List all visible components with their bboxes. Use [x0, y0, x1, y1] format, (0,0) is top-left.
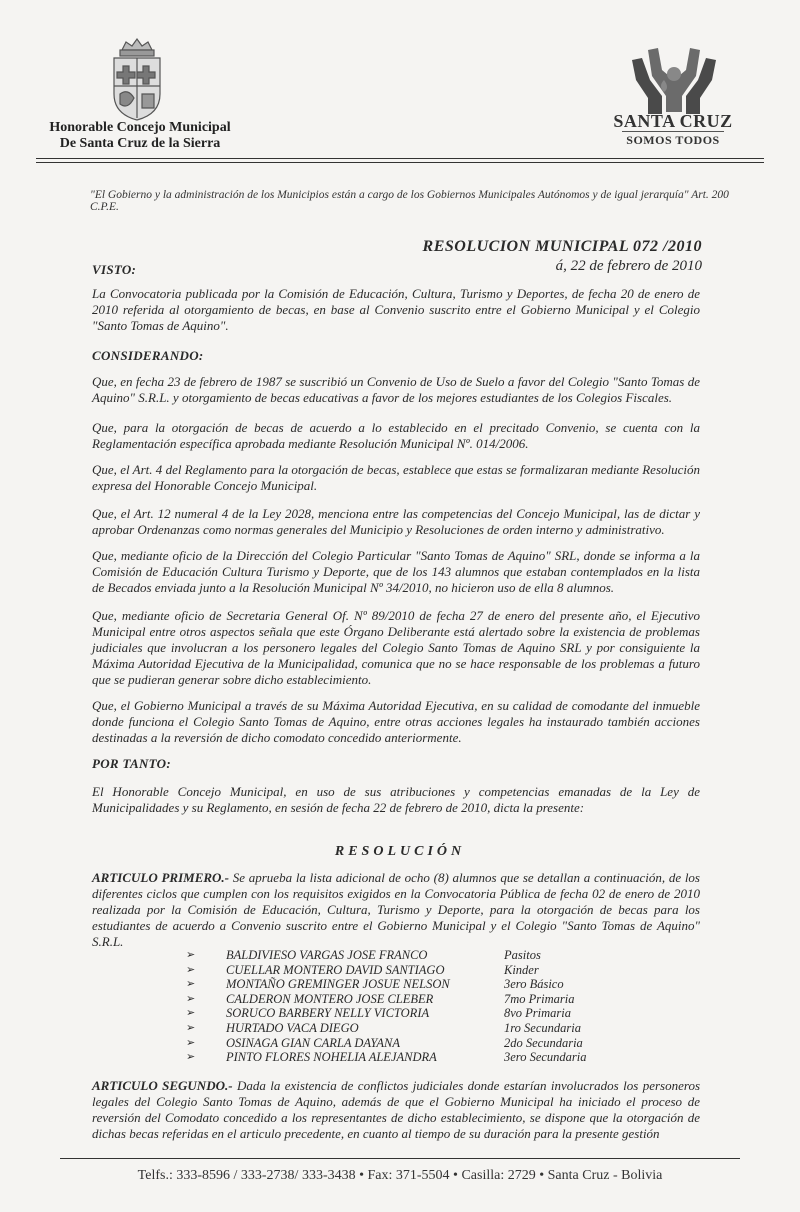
bullet-arrow-icon: ➢ — [186, 949, 196, 961]
visto-heading: VISTO: — [92, 262, 137, 277]
por-tanto-text: El Honorable Concejo Municipal, en uso de sus atribuciones y competencias emanadas de la Ley de Municipalidades y su Reglamento, en sesión de fecha 22 de febrero de 2010, dicta la presente: — [92, 784, 700, 815]
bullet-arrow-icon: ➢ — [186, 1007, 196, 1020]
student-name: MONTAÑO GREMINGER JOSUE NELSON — [226, 977, 450, 992]
articulo-segundo-label: ARTICULO SEGUNDO.- — [92, 1078, 233, 1093]
considerando-paragraph: Que, para la otorgación de becas de acuerdo a lo establecido en el precitado Convenio, se cuenta con la Reglamentación específica aprobada mediante Resolución Municipal Nº. 014/2006. — [92, 420, 700, 451]
council-name-line2: De Santa Cruz de la Sierra — [59, 136, 221, 151]
considerando-paragraph: Que, el Gobierno Municipal a través de su Máxima Autoridad Ejecutiva, en su calidad de comodante del inmueble donde funciona el Colegio Santo Tomas de Aquino, entre otras acciones legales ha instaurado también acciones destinadas a la reversión de dicho comodato concedido anteriormente. — [92, 698, 700, 745]
student-level: 3ero Secundaria — [504, 1050, 587, 1065]
student-level: 8vo Primaria — [504, 1006, 572, 1021]
footer-rule — [60, 1158, 740, 1159]
articulo-segundo-text: Dada la existencia de conflictos judiciales donde estarían involucrados los personeros legales del Colegio Santo Tomas de Aquino, además de que el Gobierno Municipal ha iniciado el proceso de reversión del Comodato concedido a los representantes de dicho establecimiento, se dispone que la otorgación de dichas becas referidas en el articulo precedente, en cuanto al tiempo de su duración para la presente gestión — [92, 1078, 700, 1141]
student-name: OSINAGA GIAN CARLA DAYANA — [226, 1035, 401, 1050]
student-name: CUELLAR MONTERO DAVID SANTIAGO — [226, 962, 445, 977]
bullet-arrow-icon: ➢ — [186, 1022, 196, 1034]
bullet-arrow-icon: ➢ — [186, 963, 196, 976]
student-level: Pasitos — [504, 948, 541, 962]
considerando-paragraph: Que, el Art. 4 del Reglamento para la otorgación de becas, establece que estas se formalizaran mediante Resolución expresa del Honorable Concejo Municipal. — [92, 462, 700, 493]
bullet-arrow-icon: ➢ — [186, 1051, 196, 1064]
student-level: 1ro Secundaria — [504, 1021, 581, 1035]
header-rule-top — [36, 158, 764, 159]
considerando-paragraph: Que, el Art. 12 numeral 4 de la Ley 2028, menciona entre las competencias del Concejo Municipal, las de dictar y aprobar Ordenanzas como normas generales del Municipio y Resoluciones de orden interno y administrativo. — [92, 506, 700, 537]
articulo-primero-text: Se aprueba la lista adicional de ocho (8) alumnos que se detallan a continuación, de los diferentes ciclos que cumplen con los requisitos exigidos en la Convocatoria Pública de fecha 02 de enero de 2010 realizada por la Comisión de Educación, Cultura, Turismo y Deporte, para la otorgación de becas para los estudiantes de acuerdo a Convenio suscrito entre el Gobierno Municipal y el Colegio "Santo Tomas de Aquino" S.R.L. — [92, 870, 700, 949]
considerando-paragraph: Que, en fecha 23 de febrero de 1987 se suscribió un Convenio de Uso de Suelo a favor del Colegio "Santo Tomas de Aquino" S.R.L. y otorgamiento de becas educativas a favor de los mejores estudiantes de los Colegios Fiscales. — [92, 374, 700, 405]
constitution-quote: "El Gobierno y la administración de los Municipios están a cargo de los Gobiernos Municipales Autónomos y de igual jerarquía" Art. 200 C.P.E. — [90, 189, 729, 213]
council-name-line1: Honorable Concejo Municipal — [49, 120, 231, 135]
student-name: PINTO FLORES NOHELIA ALEJANDRA — [226, 1050, 437, 1065]
student-name: HURTADO VACA DIEGO — [226, 1021, 359, 1035]
student-level: 3ero Básico — [504, 977, 564, 992]
student-name: CALDERON MONTERO JOSE CLEBER — [226, 991, 434, 1006]
bullet-arrow-icon: ➢ — [186, 978, 196, 991]
por-tanto-heading: POR TANTO: — [92, 756, 171, 771]
considerando-paragraph: Que, mediante oficio de Secretaria General Of. Nº 89/2010 de fecha 27 de enero del presente año, el Ejecutivo Municipal entre otros aspectos señala que este Órgano Deliberante está alertado sobre la existencia de problemas judiciales que involucran a los personero legales del Colegio Santo Tomas de Aquino SRL y por consiguiente la Máxima Autoridad Ejecutiva de la Municipalidad, comunica que no se hace responsable de los problemas a futuro que se pudieran generar sobre dicho establecimiento. — [92, 608, 700, 687]
list-item — [186, 977, 626, 992]
footer-contact: Telfs.: 333-8596 / 333-2738/ 333-3438 • Fax: 371-5504 • Casilla: 2729 • Santa Cruz - Bolivia — [137, 1168, 663, 1183]
considerando-paragraph: Que, mediante oficio de la Dirección del Colegio Particular "Santo Tomas de Aquino" SRL, donde se informa a la Comisión de Educación Cultura Turismo y Deporte, que de los 143 alumnos que estaban contemplados en la lista de Becados enviada junto a la Resolución Municipal Nº 34/2010, no hicieron uso de ella 8 alumnos. — [92, 548, 700, 595]
list-item — [186, 948, 626, 963]
municipal-crest-logo — [108, 36, 166, 122]
articulo-segundo — [92, 1078, 700, 1142]
bullet-arrow-icon: ➢ — [186, 1036, 196, 1049]
student-level: Kinder — [504, 962, 539, 977]
resolucion-heading: RESOLUCIÓN — [334, 844, 466, 859]
list-item — [186, 992, 626, 1007]
list-item — [186, 1050, 626, 1065]
visto-text: La Convocatoria publicada por la Comisión de Educación, Cultura, Turismo y Deportes, de fecha 20 de enero de 2010 referida al otorgamiento de becas, en base al Convenio suscrito entre el Gobierno Municipal y el Colegio "Santo Tomas de Aquino". — [92, 286, 700, 333]
student-level: 2do Secundaria — [504, 1035, 583, 1050]
list-item — [186, 1006, 626, 1021]
student-name: SORUCO BARBERY NELLY VICTORIA — [226, 1006, 430, 1021]
resolution-title: RESOLUCION MUNICIPAL 072 /2010 — [422, 238, 702, 255]
list-item — [186, 1021, 626, 1036]
student-level: 7mo Primaria — [504, 991, 575, 1006]
logo-line2: SOMOS TODOS — [626, 133, 720, 147]
santa-cruz-logo-text — [608, 112, 738, 147]
student-name: BALDIVIESO VARGAS JOSE FRANCO — [226, 948, 428, 962]
articulo-primero-label: ARTICULO PRIMERO.- — [92, 870, 230, 885]
articulo-primero — [92, 870, 700, 950]
logo-rule — [622, 131, 724, 132]
bullet-arrow-icon: ➢ — [186, 992, 196, 1005]
resolution-date: á, 22 de febrero de 2010 — [555, 258, 702, 274]
list-item — [186, 1036, 626, 1051]
considerando-heading: CONSIDERANDO: — [92, 348, 204, 363]
header-rule-bottom — [36, 162, 764, 163]
logo-line1: SANTA CRUZ — [613, 111, 733, 131]
list-item — [186, 963, 626, 978]
